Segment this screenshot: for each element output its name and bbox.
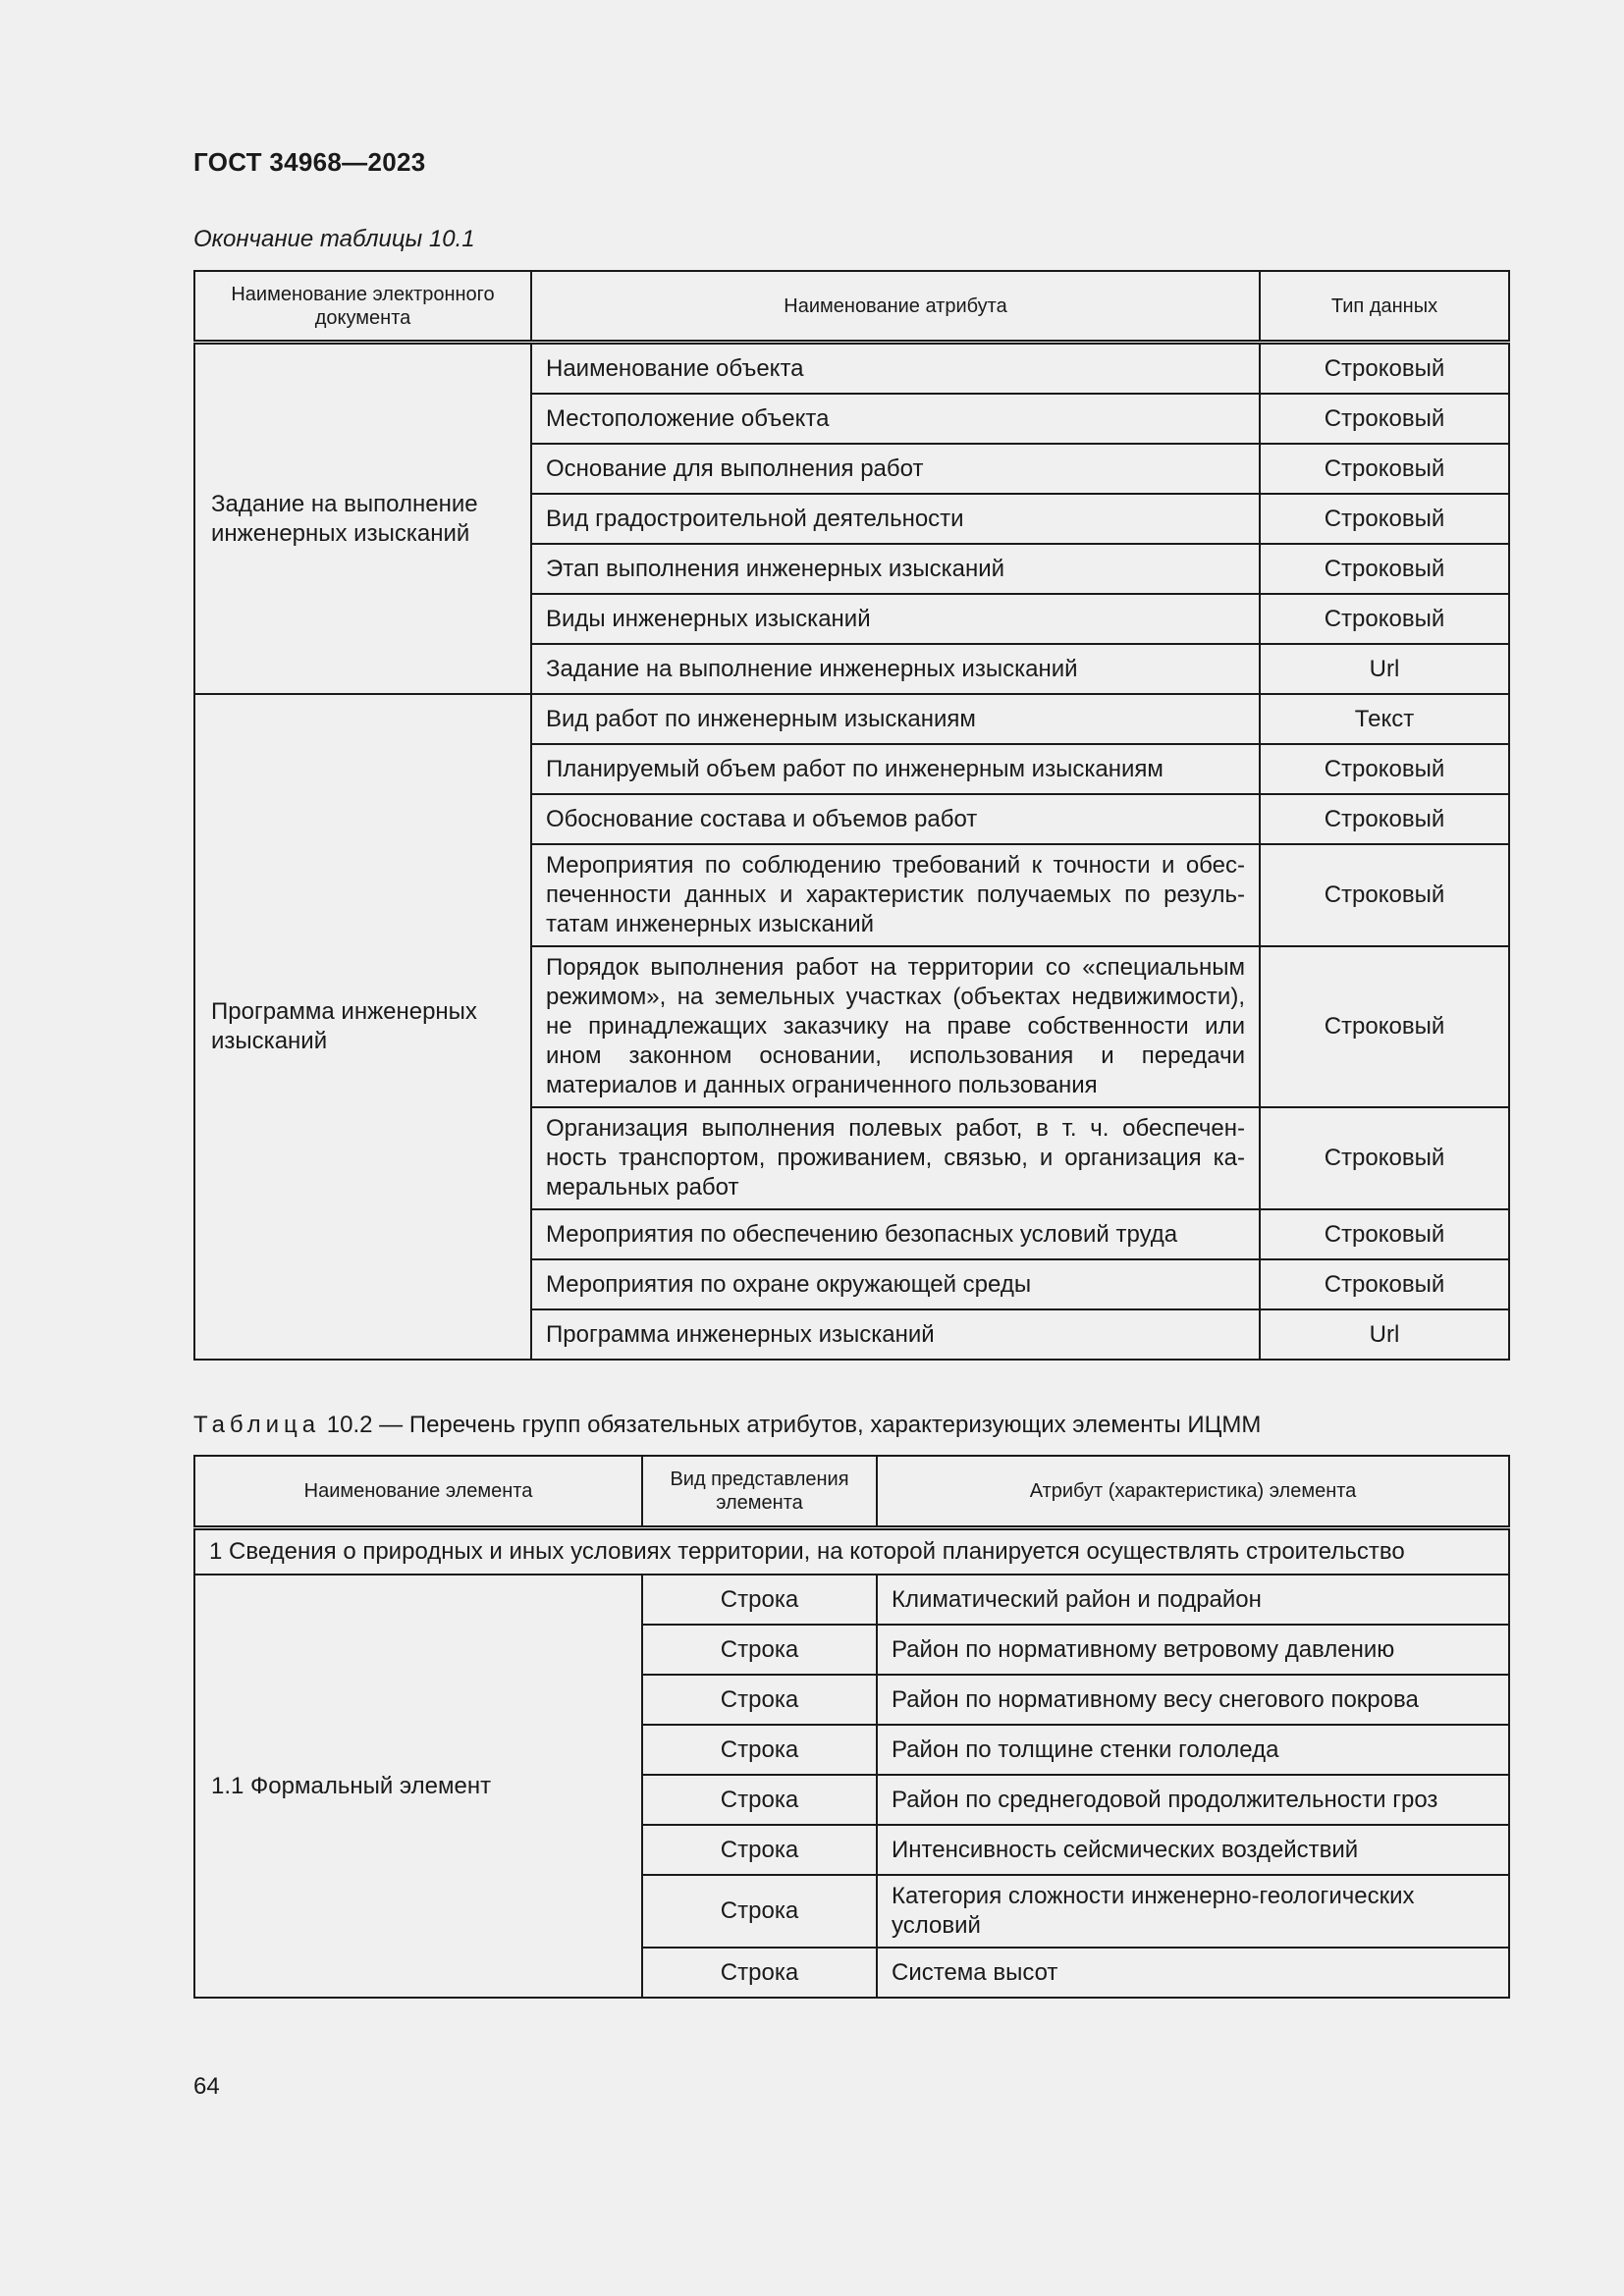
form-cell: Строка (642, 1948, 877, 1998)
attribute-cell: Мероприятия по соблюдению требований к точности и обеспеченности данных и характеристик получаемых по результатам инженерных изысканий (531, 844, 1260, 946)
attribute-cell: Этап выполнения инженерных изысканий (531, 544, 1260, 594)
document-header: ГОСТ 34968—2023 (193, 147, 426, 177)
table-10-2 (193, 1455, 1510, 1999)
attribute-cell: Район по нормативному ветровому давлению (877, 1625, 1509, 1675)
attribute-cell: Система высот (877, 1948, 1509, 1998)
type-cell: Url (1260, 644, 1509, 694)
form-cell: Строка (642, 1675, 877, 1725)
table-row (194, 694, 1509, 744)
attribute-cell: Мероприятия по обеспечению безопасных условий труда (531, 1209, 1260, 1259)
form-cell: Строка (642, 1725, 877, 1775)
attribute-cell: Порядок выполнения работ на территории со «специальным режимом», на земельных участках (объектах недвижимости), не принадлежащих заказчику на праве собственности или ином законном основании, использования и передачи материалов и данных ограниченного пользования (531, 946, 1260, 1107)
form-cell: Строка (642, 1625, 877, 1675)
type-cell: Строковый (1260, 394, 1509, 444)
page-number: 64 (193, 2073, 220, 2100)
attribute-cell: Местоположение объекта (531, 394, 1260, 444)
type-cell: Строковый (1260, 946, 1509, 1107)
type-cell: Текст (1260, 694, 1509, 744)
form-cell: Строка (642, 1575, 877, 1625)
type-cell: Строковый (1260, 844, 1509, 946)
column-header-element-attribute: Атрибут (характеристика) элемента (877, 1456, 1509, 1528)
column-header-form: Вид представления элемента (642, 1456, 877, 1528)
type-cell: Url (1260, 1309, 1509, 1360)
attribute-cell: Основание для выполнения работ (531, 444, 1260, 494)
table-10-1 (193, 270, 1510, 1361)
type-cell: Строковый (1260, 744, 1509, 794)
attribute-cell: Климатический район и подрайон (877, 1575, 1509, 1625)
attribute-cell: Виды инженерных изысканий (531, 594, 1260, 644)
attribute-cell: Наименование объекта (531, 343, 1260, 395)
table-row (194, 343, 1509, 395)
element-name-cell: 1.1 Формальный элемент (194, 1575, 642, 1998)
section-cell: 1 Сведения о природных и иных условиях территории, на которой планируется осуществлять строительство (194, 1528, 1509, 1575)
type-cell: Строковый (1260, 494, 1509, 544)
attribute-cell: Вид градостроительной деятельности (531, 494, 1260, 544)
type-cell: Строковый (1260, 1107, 1509, 1209)
document-name-cell: Программа инженерных изысканий (194, 694, 531, 1360)
attribute-cell: Планируемый объем работ по инженерным изысканиям (531, 744, 1260, 794)
attribute-cell: Вид работ по инженерным изысканиям (531, 694, 1260, 744)
form-cell: Строка (642, 1825, 877, 1875)
attribute-cell: Обоснование состава и объемов работ (531, 794, 1260, 844)
table2-caption (193, 1412, 1261, 1439)
column-header-attribute: Наименование атрибута (531, 271, 1260, 343)
table-row (194, 1575, 1509, 1625)
form-cell: Строка (642, 1775, 877, 1825)
attribute-cell: Организация выполнения полевых работ, в т. ч. обеспеченность транспортом, проживанием, связью, и организация камеральных работ (531, 1107, 1260, 1209)
type-cell: Строковый (1260, 1259, 1509, 1309)
column-header-element: Наименование элемента (194, 1456, 642, 1528)
type-cell: Строковый (1260, 343, 1509, 395)
attribute-cell: Мероприятия по охране окружающей среды (531, 1259, 1260, 1309)
table1-caption: Окончание таблицы 10.1 (193, 226, 475, 252)
type-cell: Строковый (1260, 444, 1509, 494)
document-name-cell: Задание на выполнение инженерных изысканий (194, 343, 531, 695)
table2-caption-label: Таблица (193, 1412, 321, 1438)
table2-caption-text: 10.2 — Перечень групп обязательных атрибутов, характеризующих элементы ИЦММ (326, 1412, 1262, 1438)
column-header-type: Тип данных (1260, 271, 1509, 343)
attribute-cell: Программа инженерных изысканий (531, 1309, 1260, 1360)
type-cell: Строковый (1260, 544, 1509, 594)
attribute-cell: Интенсивность сейсмических воздействий (877, 1825, 1509, 1875)
attribute-cell: Район по среднегодовой продолжительности гроз (877, 1775, 1509, 1825)
type-cell: Строковый (1260, 794, 1509, 844)
section-row (194, 1528, 1509, 1575)
attribute-cell: Район по нормативному весу снегового покрова (877, 1675, 1509, 1725)
attribute-cell: Район по толщине стенки гололеда (877, 1725, 1509, 1775)
attribute-cell: Категория сложности инженерно-геологических условий (877, 1875, 1509, 1948)
type-cell: Строковый (1260, 1209, 1509, 1259)
form-cell: Строка (642, 1875, 877, 1948)
attribute-cell: Задание на выполнение инженерных изысканий (531, 644, 1260, 694)
type-cell: Строковый (1260, 594, 1509, 644)
column-header-document: Наименование электронного документа (194, 271, 531, 343)
